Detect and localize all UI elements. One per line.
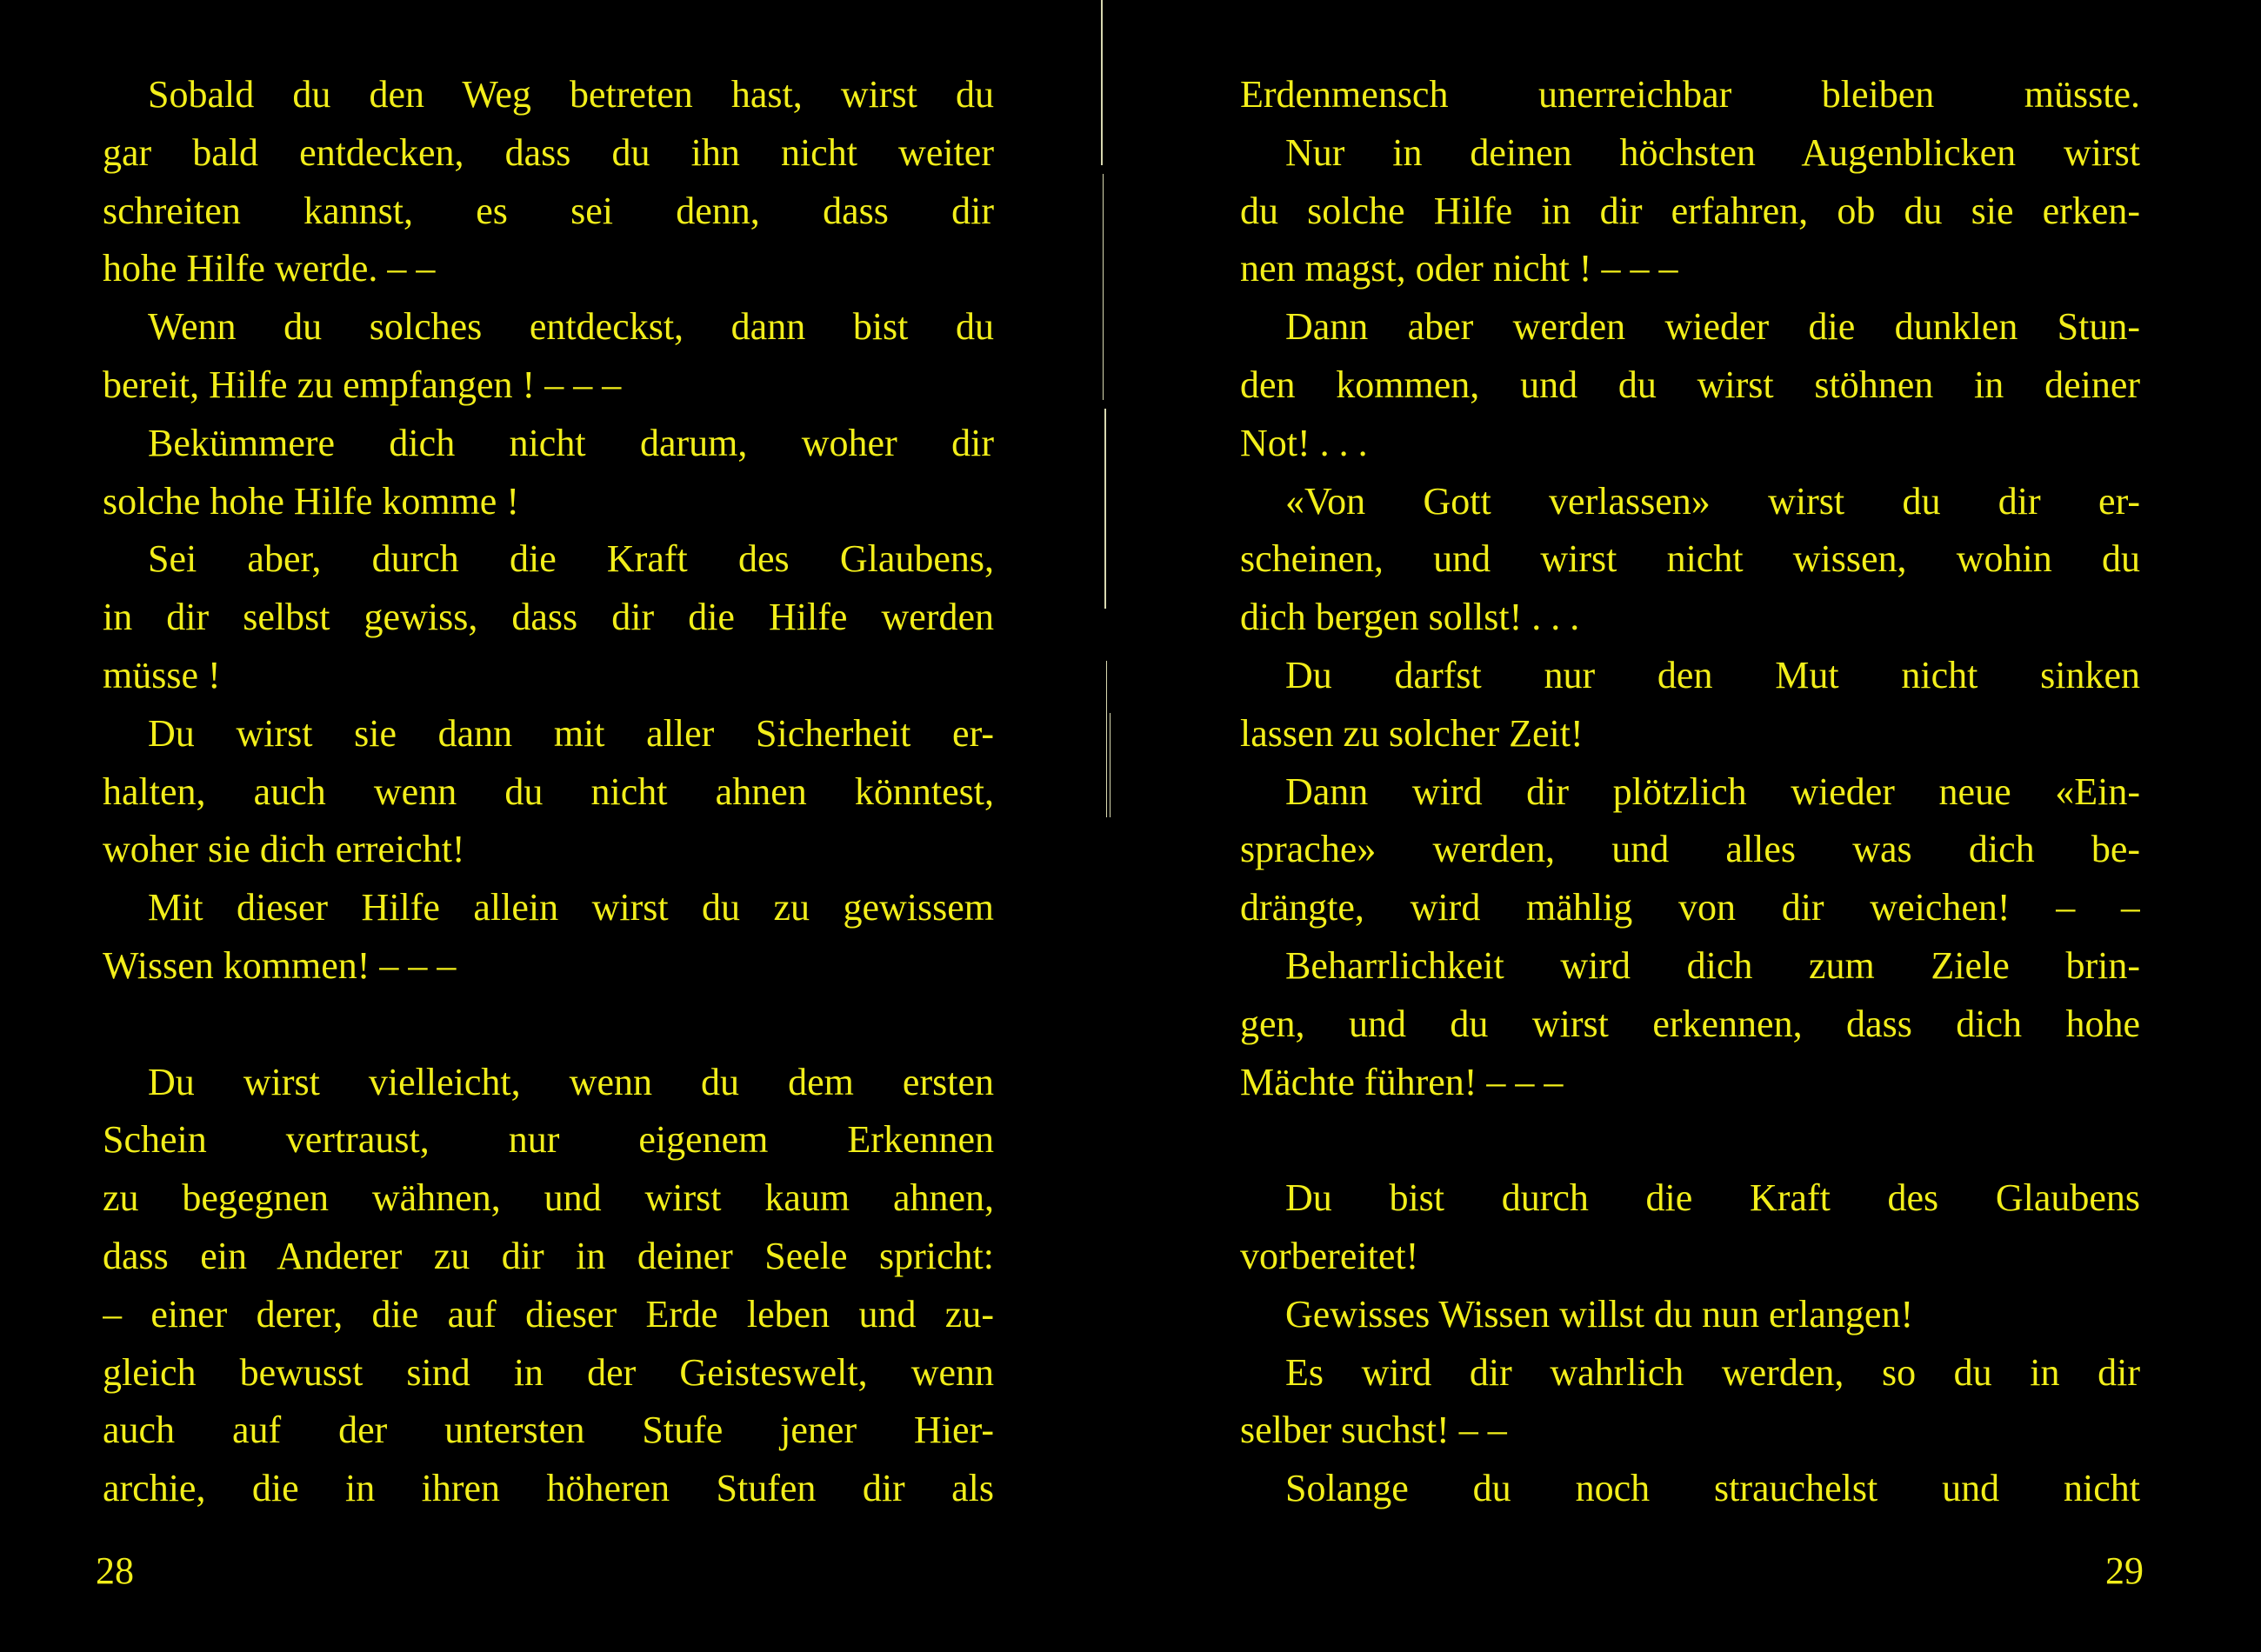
- right-page-text: [1240, 66, 2140, 1518]
- book-gutter: [1097, 0, 1124, 1652]
- text-line: Du darfst nur den Mut nicht sinken: [1285, 653, 2140, 696]
- blank-line: [1240, 1111, 2140, 1169]
- text-line: Du wirst sie dann mit aller Sicherheit er-: [148, 711, 994, 755]
- text-line: vorbereitet!: [1240, 1234, 1419, 1277]
- text-line: Solange du noch strauchelst und nicht: [1285, 1467, 2140, 1510]
- text-line: Sei aber, durch die Kraft des Glaubens,: [148, 537, 994, 581]
- text-line: – einer derer, die auf dieser Erde leben und zu-: [103, 1292, 994, 1336]
- text-line: du solche Hilfe in dir erfahren, ob du sie erken-: [1240, 189, 2140, 232]
- left-page-text: [103, 66, 994, 1518]
- text-line: selber suchst! – –: [1240, 1409, 1507, 1452]
- text-line: gar bald entdecken, dass du ihn nicht weiter: [103, 130, 994, 174]
- text-line: Sobald du den Weg betreten hast, wirst du: [148, 73, 994, 116]
- gutter-streak: [1101, 0, 1103, 165]
- text-line: Wissen kommen! – – –: [103, 943, 457, 987]
- text-line: bereit, Hilfe zu empfangen ! – – –: [103, 363, 622, 406]
- text-line: Dann aber werden wieder die dunklen Stun-: [1285, 305, 2140, 349]
- text-line: Wenn du solches entdeckst, dann bist du: [148, 305, 994, 349]
- text-line: halten, auch wenn du nicht ahnen könntest,: [103, 769, 994, 813]
- text-line: Nur in deinen höchsten Augenblicken wirst: [1285, 130, 2140, 174]
- text-line: Mit dieser Hilfe allein wirst du zu gewissem: [148, 886, 994, 929]
- text-line: lassen zu solcher Zeit!: [1240, 711, 1584, 755]
- text-line: nen magst, oder nicht ! – – –: [1240, 247, 1678, 290]
- text-line: Schein vertraust, nur eigenem Erkennen: [103, 1118, 994, 1162]
- text-line: Dann wird dir plötzlich wieder neue «Ein-: [1285, 769, 2140, 813]
- text-line: Es wird dir wahrlich werden, so du in dir: [1285, 1350, 2140, 1394]
- text-line: Beharrlichkeit wird dich zum Ziele brin-: [1285, 943, 2140, 987]
- text-line: Mächte führen! – – –: [1240, 1060, 1564, 1103]
- text-line: auch auf der untersten Stufe jener Hier-: [103, 1409, 994, 1452]
- blank-line: [103, 996, 994, 1054]
- page-number: 29: [2105, 1549, 2144, 1592]
- text-line: gen, und du wirst erkennen, dass dich hohe: [1240, 1002, 2140, 1045]
- text-line: sprache» werden, und alles was dich be-: [1240, 828, 2140, 871]
- text-line: Not! . . .: [1240, 421, 1368, 464]
- right-page: [1130, 0, 2261, 1652]
- text-line: Erdenmensch unerreichbar bleiben müsste.: [1240, 73, 2140, 116]
- text-line: zu begegnen wähnen, und wirst kaum ahnen,: [103, 1176, 994, 1220]
- text-line: solche hohe Hilfe komme !: [103, 479, 519, 523]
- text-line: schreiten kannst, es sei denn, dass dir: [103, 189, 994, 232]
- text-line: dich bergen sollst! . . .: [1240, 596, 1580, 639]
- text-line: müsse !: [103, 653, 221, 696]
- text-line: Du wirst vielleicht, wenn du dem ersten: [148, 1060, 994, 1103]
- left-page: [0, 0, 1130, 1652]
- text-line: Du bist durch die Kraft des Glaubens: [1285, 1176, 2140, 1220]
- text-line: dass ein Anderer zu dir in deiner Seele spricht:: [103, 1234, 994, 1277]
- text-line: hohe Hilfe werde. – –: [103, 247, 436, 290]
- page-number: 28: [96, 1549, 134, 1592]
- text-line: Bekümmere dich nicht darum, woher dir: [148, 421, 994, 464]
- text-line: woher sie dich erreicht!: [103, 828, 465, 871]
- text-line: scheinen, und wirst nicht wissen, wohin du: [1240, 537, 2140, 581]
- gutter-streak: [1106, 661, 1107, 817]
- text-line: in dir selbst gewiss, dass dir die Hilfe werden: [103, 596, 994, 639]
- text-line: archie, die in ihren höheren Stufen dir als: [103, 1467, 994, 1510]
- text-line: gleich bewusst sind in der Geisteswelt, wenn: [103, 1350, 994, 1394]
- gutter-streak: [1103, 174, 1104, 400]
- text-line: drängte, wird mählig von dir weichen! – –: [1240, 886, 2140, 929]
- text-line: Gewisses Wissen willst du nun erlangen!: [1285, 1292, 1914, 1336]
- gutter-streak: [1104, 409, 1106, 609]
- text-line: «Von Gott verlassen» wirst du dir er-: [1285, 479, 2140, 523]
- text-line: den kommen, und du wirst stöhnen in deiner: [1240, 363, 2140, 406]
